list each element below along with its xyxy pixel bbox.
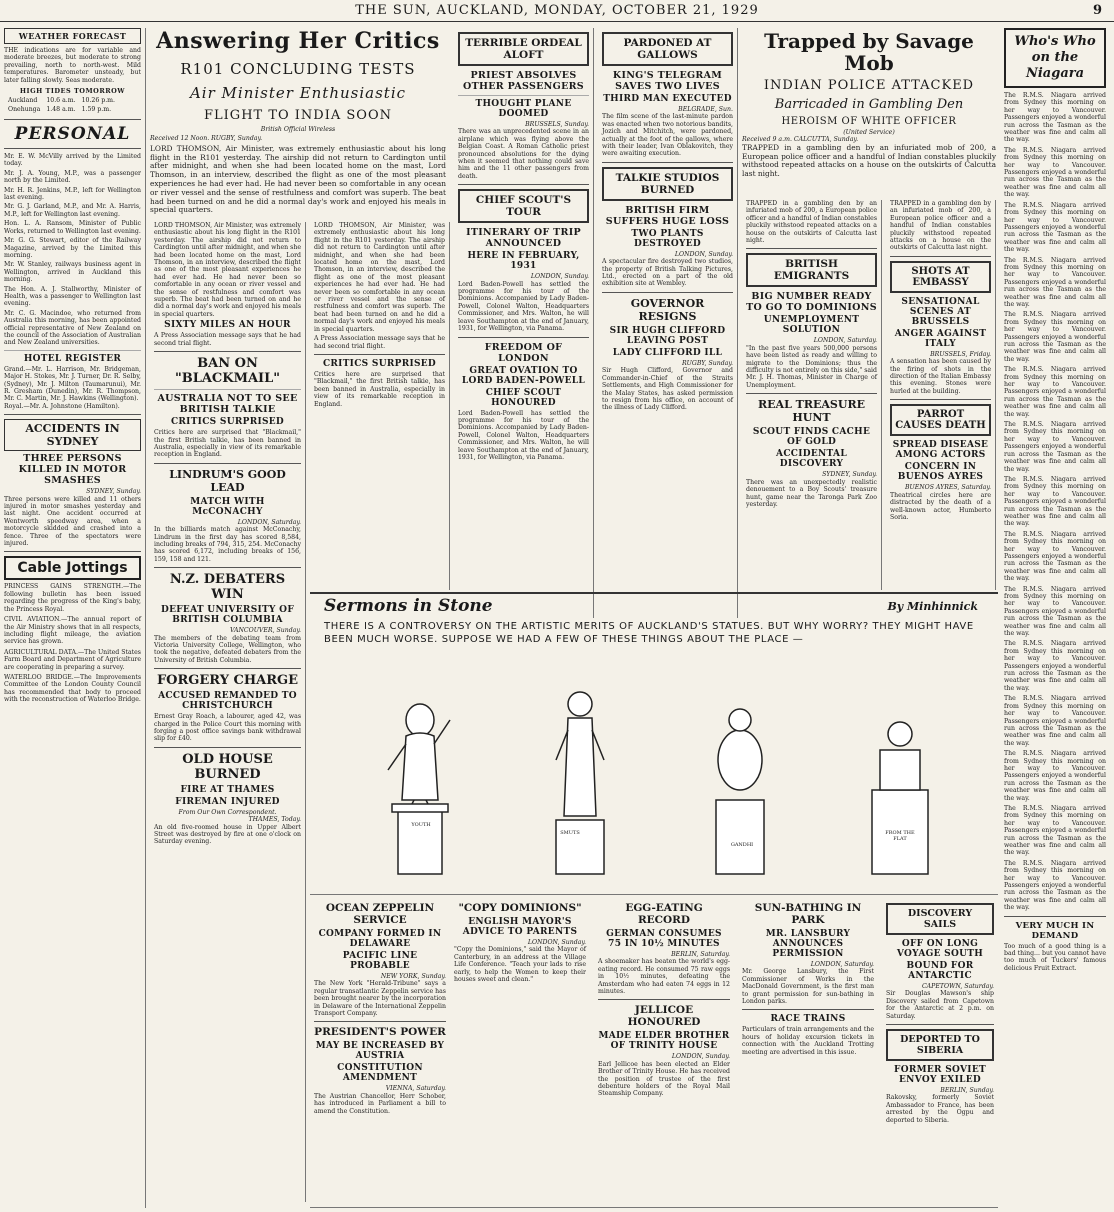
presidents-power-sub: MAY BE INCREASED BY AUSTRIA (315, 1041, 445, 1062)
blackmail-sub2: CRITICS SURPRISED (170, 417, 285, 428)
niagara-text-11: The R.M.S. Niagara arrived from Sydney this morning on her way to Vancouver. Passengers enjoyed a wonderful run across the Tasman as the weather was fine and calm all the way. (1004, 640, 1106, 692)
reply-text: Critics here are surprised that "Blackmail," the first British talkie, has been banned in Australia, especially in view of its remarkable reception in England. (314, 370, 445, 408)
parrot-text: Theatrical circles here are distracted by the death of a well-known actor, Humberto Soria. (890, 491, 991, 521)
talkie-sub2: TWO PLANTS DESTROYED (631, 228, 704, 249)
scout-tour-text: Lord Baden-Powell has settled the programme for his tour of the Dominions. Accompanied by Lady Baden-Powell, Colonel Walton, Headquarters Commissioner, and Mrs. Walton, he will leave Southampton at the end of January, 1931, for Wellington, via Panama. (458, 280, 589, 333)
statue-youth-illustration (370, 660, 470, 880)
ordeal-heading: TERRIBLE ORDEAL ALOFT (458, 32, 589, 66)
main-story-col3-text: LORD THOMSON, Air Minister, was extremely enthusiastic about his long flight in the R101 yesterday. The airship did not return to Cardington until after midnight, and when she had been located home on the mast, Lord Thomson, in an interview, described the flight as one of the most pleasant experiences he had ever had. He had never been so comfortable in any ocean or river vessel and the sense of restfulness and comfort was superb. The beat had been turned on and he did a normal day's work and enjoyed his meals in special quarters. (314, 222, 445, 333)
lower-col-a (314, 899, 446, 1115)
egg-eating-sub: GERMAN CONSUMES 75 IN 10½ MINUTES (606, 929, 722, 949)
column-4 (454, 28, 594, 618)
scout-tour-dateline: LONDON, Sunday. (530, 273, 589, 281)
niagara-text-3: The R.M.S. Niagara arrived from Sydney this morning on her way to Vancouver. Passengers enjoyed a wonderful run across the Tasman as the weather was fine and calm all the way. (1004, 201, 1106, 254)
hotel-register-royal: Royal.—Mr. A. Johnstone (Hamilton). (4, 402, 120, 410)
embassy-heading: SHOTS AT EMBASSY (890, 261, 991, 293)
savage-mob-text: TRAPPED in a gambling den by an infuriated mob of 200, a European police officer and a handful of Indian constables pluckily withstood repeated attacks on a house on the outskirts of Calcutta last night. (746, 200, 877, 245)
presidents-power-dateline: VIENNA, Saturday. (385, 1085, 446, 1093)
siberia-sub: FORMER SOVIET ENVOY EXILED (894, 1065, 986, 1086)
house-burned-credit: From Our Own Correspondent. (178, 808, 277, 816)
talkie-sub: BRITISH FIRM SUFFERS HUGE LOSS (605, 204, 730, 227)
treasure-sub: SCOUT FINDS CACHE OF GOLD (752, 427, 871, 448)
personal-heading: PERSONAL (14, 124, 131, 145)
tide-row (6, 106, 117, 113)
main-sub1: R101 CONCLUDING TESTS (180, 60, 416, 78)
column-5 (598, 28, 738, 618)
freedom-text: Lord Baden-Powell has settled the programme for his tour of the Dominions. Accompanied by Lady Baden-Powell, Colonel Walton, Headquarters Commissioner, and Mrs. Walton, he will leave Southampton at the end of January, 1931, for Wellington, via Panama. (458, 409, 589, 461)
lindrum-sub: MATCH WITH McCONACHY (190, 496, 265, 517)
house-burned-dateline: THAMES, Today. (248, 816, 301, 824)
weather-heading: WEATHER FORECAST (18, 31, 127, 41)
treasure-dateline: SYDNEY, Sunday. (822, 471, 877, 479)
column-3 (310, 222, 450, 590)
main-sub3: FLIGHT TO INDIA SOON (204, 108, 392, 123)
parrot-dateline: BUENOS AYRES, Saturday. (904, 484, 991, 492)
personal-item: Mr. G. G. Stewart, editor of the Railway Magazine, arrived by the Limited this morning. (4, 237, 141, 259)
main-credit: British Official Wireless (260, 126, 336, 133)
column-6 (742, 200, 882, 590)
niagara-text-12: The R.M.S. Niagara arrived from Sydney this morning on her way to Vancouver. Passengers enjoyed a wonderful run across the Tasman as the weather was fine and calm all the way. (1004, 695, 1106, 747)
emigrants-dateline: LONDON, Saturday. (813, 337, 877, 345)
governor-heading: GOVERNOR RESIGNS (630, 296, 705, 323)
niagara-text-8: The R.M.S. Niagara arrived from Sydney this morning on her way to Vancouver. Passengers enjoyed a wonderful run across the Tasman as the weather was fine and calm all the way. (1004, 475, 1106, 528)
jellicoe-sub: MADE ELDER BROTHER OF TRINITY HOUSE (598, 1031, 730, 1052)
house-burned-sub: FIRE AT THAMES (180, 784, 275, 795)
lindrum-dateline: LONDON, Saturday. (237, 518, 301, 526)
column-2 (150, 222, 306, 1202)
column-left (4, 28, 146, 1208)
sixty-miles-text: A Press Association message says that he had second trial flight. (154, 332, 301, 347)
treasure-text: There was an unexpectedly realistic denouement to a Boy Scouts' treasure hunt, game near the Taronga Park Zoo yesterday. (746, 478, 877, 508)
sunbathing-sub: MR. LANSBURY ANNOUNCES PERMISSION (765, 929, 851, 959)
niagara-text-6: The R.M.S. Niagara arrived from Sydney this morning on her way to Vancouver. Passengers enjoyed a wonderful run across the Tasman as the weather was fine and calm all the way. (1004, 366, 1106, 418)
copy-dominions-text: "Copy the Dominions," said the Mayor of Canterbury, in an address at the Village Life Conference. "Teach your lads to rise early, to help the Women to keep their houses sweet and clean." (454, 946, 586, 984)
personal-item: Mr. C. G. Macindoe, who returned from Australia this morning, has been appointed official representative of New Zealand on the council of the Association of Australian and New Zealand universities. (4, 309, 141, 347)
zeppelin-text: The New York "Herald-Tribune" says a regular transatlantic Zeppelin service has been brought nearer by the incorporation in Delaware of the International Zeppelin Transport Company. (314, 980, 446, 1018)
plinth-label: SMUTS (560, 830, 580, 836)
freedom-heading: FREEDOM OF LONDON (484, 341, 563, 364)
governor-text: Sir Hugh Clifford, Governor and Commander-in-Chief of the Straits Settlements, and High Commissioner for the Malay States, has asked permission to resign from his office, on account of the illness of Lady Clifford. (602, 367, 733, 412)
sunbathing-dateline: LONDON, Saturday. (810, 961, 874, 968)
house-burned-heading: OLD HOUSE BURNED (182, 751, 273, 782)
blackmail-text: Critics here are surprised that "Blackmail," the first British talkie, has been banned in Australia, especially in view of its remarkable reception in England. (154, 429, 301, 459)
scout-tour-sub: ITINERARY OF TRIP ANNOUNCED (466, 227, 581, 250)
personal-item: Mr. H. R. Jenkins, M.P., left for Wellington last evening. (4, 186, 141, 202)
debaters-text: The members of the debating team from Victoria University College, Wellington, who took the negative, defeated debaters from the University of British Columbia. (154, 634, 301, 664)
race-trains-heading: RACE TRAINS (770, 1014, 846, 1025)
parrot-heading: PARROT CAUSES DEATH (890, 404, 991, 436)
personal-item: The Hon. A. J. Stallworthy, Minister of Health, was a passenger to Wellington last evening. (4, 285, 141, 308)
cartoon-title: Sermons in Stone (324, 596, 493, 616)
cable-jottings-heading: Cable Jottings (4, 556, 141, 580)
savage-mob-credit: (United Service) (843, 129, 895, 136)
talkie-dateline: LONDON, Sunday. (674, 250, 733, 258)
niagara-text-9: The R.M.S. Niagara arrived from Sydney this morning on her way to Vancouver. Passengers enjoyed a wonderful run across the Tasman as the weather was fine and calm all the way. (1004, 530, 1106, 583)
discovery-sub: OFF ON LONG VOYAGE SOUTH (896, 939, 984, 959)
sixty-miles-subhead: SIXTY MILES AN HOUR (164, 320, 291, 331)
forgery-heading: FORGERY CHARGE (156, 673, 299, 689)
ordeal-text: There was an unprecedented scene in an airplane which was flying above the Belgian Coast. A Roman Catholic priest pronounced absolutions for the dying when it seemed that nothing could save him and the 11 other passengers from death. (458, 128, 589, 180)
governor-sub: SIR HUGH CLIFFORD LEAVING POST (609, 325, 726, 346)
niagara-text-15: The R.M.S. Niagara arrived from Sydney this morning on her way to Vancouver. Passengers enjoyed a wonderful run across the Tasman as the weather was fine and calm all the way. (1004, 859, 1106, 912)
plinth-label: YOUTH (411, 822, 431, 828)
savage-mob-sub3: HEROISM OF WHITE OFFICER (781, 116, 957, 127)
copy-dominions-sub: ENGLISH MAYOR'S ADVICE TO PARENTS (462, 917, 578, 937)
savage-mob-dateline: Received 9 a.m. CALCUTTA, Sunday. (742, 136, 859, 144)
governor-dateline: RUGBY, Sunday. (682, 359, 733, 367)
treasure-heading: REAL TREASURE HUNT (758, 398, 865, 425)
plinth-label: GANDHI (730, 842, 754, 848)
debaters-heading: N.Z. DEBATERS WIN (169, 572, 286, 603)
niagara-text-7: The R.M.S. Niagara arrived from Sydney this morning on her way to Vancouver. Passengers enjoyed a wonderful run across the Tasman as the weather was fine and calm all the way. (1004, 421, 1106, 473)
siberia-heading: DEPORTED TO SIBERIA (886, 1029, 994, 1061)
discovery-text: Sir Douglas Mawson's ship Discovery sailed from Capetown for the Antarctic at 2 p.m. on Saturday. (886, 990, 994, 1020)
cartoon-caption: THERE IS A CONTROVERSY ON THE ARTISTIC MERITS OF AUCKLAND'S STATUES. BUT WHY WORRY? THEY MIGHT HAVE BEEN MUCH WORSE. SUPPOSE WE HAD A FEW OF THESE THINGS ABOUT THE PLACE — (324, 621, 974, 645)
egg-eating-text: A shoemaker has beaten the world's egg-eating record. He consumed 75 raw eggs in 10½ minutes, defeating the Amsterdam who had eaten 74 eggs in 12 minutes. (598, 958, 730, 996)
main-continued-text: LORD THOMSON, Air Minister, was extremely enthusiastic about his long flight in the R101 yesterday. The airship did not return to Cardington until after midnight, and when she had been located home on the mast, Lord Thomson, in an interview, described the flight as one of the most pleasant experiences he had ever had. He had never been so comfortable in any ocean or river vessel and the sense of restfulness and comfort was superb. The beat had been turned on and he did a normal day's work and enjoyed his meals in special quarters. (154, 222, 301, 318)
savage-mob-col7-text: TRAPPED in a gambling den by an infuriated mob of 200, a European police officer and a handful of Indian constables pluckily withstood repeated attacks on a house on the outskirts of Calcutta last night. (890, 200, 991, 252)
sydney-dateline: SYDNEY, Sunday. (86, 488, 141, 496)
parrot-sub2: CONCERN IN BUENOS AYRES (897, 462, 984, 483)
savage-mob-header (742, 28, 996, 179)
tide-pm: 10.26 p.m. (81, 97, 116, 105)
main-lead-text: LORD THOMSON, Air Minister, was extremely enthusiastic about his long flight in the R101 yesterday. The airship did not return to Cardington until after midnight, and when she had been located home on the mast, Lord Thomson, in an interview, described the flight as one of the most pleasant experiences he had ever had. He had never been so comfortable in any ocean or river vessel and the sense of restfulness and comfort was superb. The beat had been turned on and he did a normal day's work and enjoyed his meals in special quarters. (150, 143, 446, 215)
presidents-power-text: The Austrian Chancellor, Herr Schober, has introduced in Parliament a bill to amend the Constitution. (314, 1092, 446, 1115)
house-burned-text: An old five-roomed house in Upper Albert Street was destroyed by fire at one o'clock on Saturday evening. (154, 823, 301, 846)
emigrants-text: "In the past five years 500,000 persons have been listed as ready and willing to migrate to the Dominions; thus the difficulty is not entirely on this side," said Mr. J. H. Thomas, Minister in Charge of Unemployment. (746, 344, 877, 389)
column-7 (886, 200, 996, 590)
freedom-sub: GREAT OVATION TO LORD BADEN-POWELL (461, 365, 586, 386)
zeppelin-dateline: NEW YORK, Sunday. (380, 973, 446, 980)
main-story-header (150, 28, 446, 215)
talkie-text: A spectacular fire destroyed two studios, the property of British Talking Pictures, Ltd., erected on a part of the old exhibition site at Wembley. (602, 258, 733, 288)
talkie-heading: TALKIE STUDIOS BURNED (602, 167, 733, 201)
copy-dominions-dateline: LONDON, Sunday. (527, 939, 586, 946)
main-story-col3-text2: A Press Association message says that he had second trial flight. (314, 335, 445, 350)
ordeal-sub2: THOUGHT PLANE DOOMED (475, 99, 572, 119)
niagara-text-4: The R.M.S. Niagara arrived from Sydney this morning on her way to Vancouver. Passengers enjoyed a wonderful run across the Tasman as the weather was fine and calm all the way. (1004, 256, 1106, 308)
emigrants-sub2: UNEMPLOYMENT SOLUTION (763, 315, 860, 336)
sunbathing-heading: SUN-BATHING IN PARK (754, 902, 862, 926)
siberia-dateline: BERLIN, Sunday. (940, 1087, 994, 1095)
pardoned-heading: PARDONED AT GALLOWS (602, 32, 733, 66)
savage-mob-sub2: Barricaded in Gambling Den (774, 97, 964, 112)
blackmail-sub: AUSTRALIA NOT TO SEE BRITISH TALKIE (157, 393, 298, 416)
demand-text: Too much of a good thing is a bad thing... but you cannot have too much of Tuckers' famous delicious Fruit Extract. (1004, 942, 1106, 972)
hotel-register-text: Grand.—Mr. L. Harrison, Mr. Bridgeman, Major H. Stokes, Mr. J. Turner, Dr. R. Selby, (Sydney), Mr. J. Milton (Taumarunui), Mr. R. Gresham (Dunedin), Mr. R. Thompson, Mr. C. Martin, Mr. J. Hawkins (Wellington). (4, 365, 141, 403)
pardoned-dateline: BELGRADE, Sun. (678, 106, 733, 113)
zeppelin-sub2: PACIFIC LINE PROBABLE (342, 951, 418, 971)
debaters-sub: DEFEAT UNIVERSITY OF BRITISH COLUMBIA (160, 605, 295, 626)
plinth-label: FROM THE FLAT (885, 830, 915, 842)
statue-flat-illustration (850, 660, 950, 880)
tide-pm: 1.59 p.m. (81, 106, 112, 114)
embassy-dateline: BRUSSELS, Friday. (930, 350, 991, 358)
governor-sub2: LADY CLIFFORD ILL (612, 347, 723, 358)
discovery-sub2: BOUND FOR ANTARCTIC (906, 961, 974, 981)
tide-place: Onehunga (8, 106, 41, 114)
lower-articles (310, 894, 998, 1208)
weather-text: THE indications are for variable and moderate breezes, but moderate to strong prevailing, north to north-west. Mild temperatures. Barometer unsteady, but later falling slowly. Seas moderate. (4, 47, 141, 84)
presidents-power-heading: PRESIDENT'S POWER (314, 1026, 446, 1039)
copy-dominions-heading: "COPY DOMINIONS" (458, 902, 582, 914)
lower-col-e (886, 899, 994, 1124)
cartoon-byline: By Minhinnick (887, 600, 978, 613)
embassy-sub2: ANGER AGAINST ITALY (894, 328, 987, 349)
pardoned-text: The film scene of the last-minute pardon was enacted when two notorious bandits, Jozich and Mitchitch, were pardoned, actually at the foot of the gallows, where with their leader, Ivan Oblakovitch, they were awaiting execution. (602, 113, 733, 158)
cable-jotting-item: PRINCESS GAINS STRENGTH.—The following bulletin has been issued regarding the progress of the King's baby, the Princess Royal. (4, 583, 141, 613)
parrot-sub: SPREAD DISEASE AMONG ACTORS (892, 440, 989, 461)
masthead (0, 0, 1114, 22)
zeppelin-heading: OCEAN ZEPPELIN SERVICE (325, 902, 435, 926)
cable-jotting-item: WATERLOO BRIDGE.—The Improvements Committee of the London County Council has recommended that body to proceed with the reconstruction of Waterloo Bridge. (4, 673, 141, 704)
cartoon-panel (310, 592, 998, 1208)
lindrum-text: In the billiards match against McConachy, Lindrum in the first day has scored 8,584, including breaks of 794, 315, 254. McConachy has scored 6,172, including breaks of 156, 159, 158 and 121. (154, 526, 301, 563)
niagara-text-5: The R.M.S. Niagara arrived from Sydney this morning on her way to Vancouver. Passengers enjoyed a wonderful run across the Tasman as the weather was fine and calm all the way. (1004, 311, 1106, 363)
scout-tour-sub2: HERE IN FEBRUARY, 1931 (467, 251, 580, 272)
embassy-text: A sensation has been caused by the firing of shots in the direction of the Italian Embassy this evening. Stones were hurled at the building. (890, 358, 991, 395)
embassy-sub: SENSATIONAL SCENES AT BRUSSELS (901, 296, 980, 327)
lindrum-heading: LINDRUM'S GOOD LEAD (169, 467, 286, 494)
freedom-sub2: CHIEF SCOUT HONOURED (485, 387, 562, 408)
discovery-dateline: CAPETOWN, Saturday. (921, 983, 994, 990)
statue-figure-illustration (530, 660, 630, 880)
page-number: 9 (1092, 3, 1102, 18)
niagara-text-14: The R.M.S. Niagara arrived from Sydney this morning on her way to Vancouver. Passengers enjoyed a wonderful run across the Tasman as the weather was fine and calm all the way. (1004, 804, 1106, 857)
tide-row (6, 97, 117, 104)
demand-heading: VERY MUCH IN DEMAND (1015, 920, 1095, 941)
sydney-accidents-heading: ACCIDENTS IN SYDNEY (4, 419, 141, 451)
lower-col-c (598, 899, 730, 1098)
sydney-accidents-subhead: THREE PERSONS KILLED IN MOTOR SMASHES (18, 453, 127, 487)
treasure-sub2: ACCIDENTAL DISCOVERY (776, 449, 847, 470)
forgery-text: Ernest Gray Roach, a labourer, aged 42, was charged in the Police Court this morning with forging a post office savings bank withdrawal slip for £40. (154, 713, 301, 743)
house-burned-sub2: FIREMAN INJURED (175, 796, 280, 807)
cable-jotting-item: CIVIL AVIATION.—The annual report of the Air Ministry shows that in all respects, including flight mileage, the aviation service has grown. (4, 616, 141, 646)
main-headline: Answering Her Critics (156, 28, 440, 54)
weather-box (4, 28, 141, 44)
presidents-power-sub2: CONSTITUTION AMENDMENT (337, 1063, 423, 1084)
hotel-register-heading: HOTEL REGISTER (23, 353, 122, 364)
egg-eating-heading: EGG-EATING RECORD (625, 902, 703, 926)
niagara-text-2: The R.M.S. Niagara arrived from Sydney this morning on her way to Vancouver. Passengers enjoyed a wonderful run across the Tasman as the weather was fine and calm all the way. (1004, 146, 1106, 199)
niagara-text-13: The R.M.S. Niagara arrived from Sydney this morning on her way to Vancouver. Passengers enjoyed a wonderful run across the Tasman as the weather was fine and calm all the way. (1004, 750, 1106, 802)
newspaper-title: THE SUN, AUCKLAND, MONDAY, OCTOBER 21, 1929 (355, 3, 759, 18)
jellicoe-text: Earl Jellicoe has been elected an Elder Brother of Trinity House. He has received the position of trustee of the first debenture holders of the Royal Mail Steamship Company. (598, 1060, 730, 1098)
tide-am: 10.6 a.m. (46, 97, 76, 105)
tides-table (4, 95, 119, 115)
emigrants-heading: BRITISH EMIGRANTS (746, 253, 877, 287)
niagara-heading: Who's Who on the Niagara (1004, 28, 1106, 88)
main-dateline: Received 12 Noon. RUGBY, Sunday. (150, 135, 263, 143)
egg-eating-dateline: BERLIN, Saturday. (671, 951, 730, 958)
main-sub2: Air Minister Enthusiastic (189, 84, 407, 102)
cable-jotting-item: AGRICULTURAL DATA.—The United States Farm Board and Department of Agriculture are cooperating in preparing a survey. (4, 648, 141, 671)
personal-item: Hon. L. A. Ransom, Minister of Public Works, returned to Wellington last evening. (4, 220, 141, 235)
forgery-sub: ACCUSED REMANDED TO CHRISTCHURCH (158, 691, 297, 712)
tide-place: Auckland (8, 97, 38, 105)
ordeal-dateline: BRUSSELS, Sunday. (525, 121, 589, 128)
tides-heading: HIGH TIDES TOMORROW (19, 87, 126, 96)
debaters-dateline: VANCOUVER, Sunday. (229, 627, 301, 635)
niagara-text: The R.M.S. Niagara arrived from Sydney this morning on her way to Vancouver. Passengers enjoyed a wonderful run across the Tasman as the weather was fine and calm all the way. (1004, 92, 1106, 144)
savage-mob-headline: Trapped by Savage Mob (764, 29, 974, 75)
pardoned-sub2: THIRD MAN EXECUTED (603, 94, 732, 104)
scout-tour-heading: CHIEF SCOUT'S TOUR (458, 189, 589, 223)
zeppelin-sub: COMPANY FORMED IN DELAWARE (318, 929, 442, 949)
personal-item: Mr. G. J. Garland, M.P., and Mr. A. Harris, M.P., left for Wellington last evening. (4, 203, 141, 218)
lower-col-b (454, 899, 586, 983)
personal-item: Mr. J. A. Young, M.P., was a passenger north by the Limited. (4, 169, 141, 185)
column-right (1000, 28, 1110, 1208)
savage-mob-lead: TRAPPED in a gambling den by an infuriated mob of 200, a European police officer and a handful of Indian constables pluckily withstood repeated attacks on a house on the outskirts of Calcutta last night. (742, 142, 996, 179)
reply-subhead: CRITICS SURPRISED (322, 358, 437, 369)
discovery-heading: DISCOVERY SAILS (886, 903, 994, 935)
race-trains-text: Particulars of train arrangements and the hours of holiday excursion tickets in connection with the Auckland Trotting meeting are advertised in this issue. (742, 1026, 874, 1056)
emigrants-sub: BIG NUMBER READY TO GO TO DOMINIONS (746, 291, 877, 314)
personal-item: Mr. E. W. McVilly arrived by the Limited today. (4, 153, 141, 168)
sunbathing-text: Mr. George Lansbury, the First Commissioner of Works in the MacDonald Government, is the first man to grant permission for sun-bathing in London parks. (742, 968, 874, 1006)
pardoned-sub: KING'S TELEGRAM SAVES TWO LIVES (612, 70, 723, 92)
personal-item: Mr. W. Stanley, railways business agent in Wellington, arrived in Auckland this morning. (4, 261, 141, 284)
lower-col-d (742, 899, 874, 1056)
siberia-text: Rakovsky, formerly Soviet Ambassador to France, has been arrested by the Ogpu and deported to Siberia. (886, 1094, 994, 1124)
sydney-accidents-text: Three persons were killed and 11 others injured in motor smashes yesterday and last night. One accident occurred at Wentworth speedway area, when a motorcycle skidded and crashed into a fence. Three of the spectators were injured. (4, 495, 141, 548)
tide-am: 1.48 a.m. (46, 106, 76, 114)
blackmail-heading: BAN ON "BLACKMAIL" (174, 356, 281, 387)
ordeal-sub: PRIEST ABSOLVES OTHER PASSENGERS (463, 70, 584, 92)
jellicoe-heading: JELLICOE HONOURED (627, 1004, 701, 1029)
niagara-text-10: The R.M.S. Niagara arrived from Sydney this morning on her way to Vancouver. Passengers enjoyed a wonderful run across the Tasman as the weather was fine and calm all the way. (1004, 585, 1106, 638)
jellicoe-dateline: LONDON, Sunday. (671, 1053, 730, 1061)
savage-mob-sub1: INDIAN POLICE ATTACKED (763, 78, 975, 93)
